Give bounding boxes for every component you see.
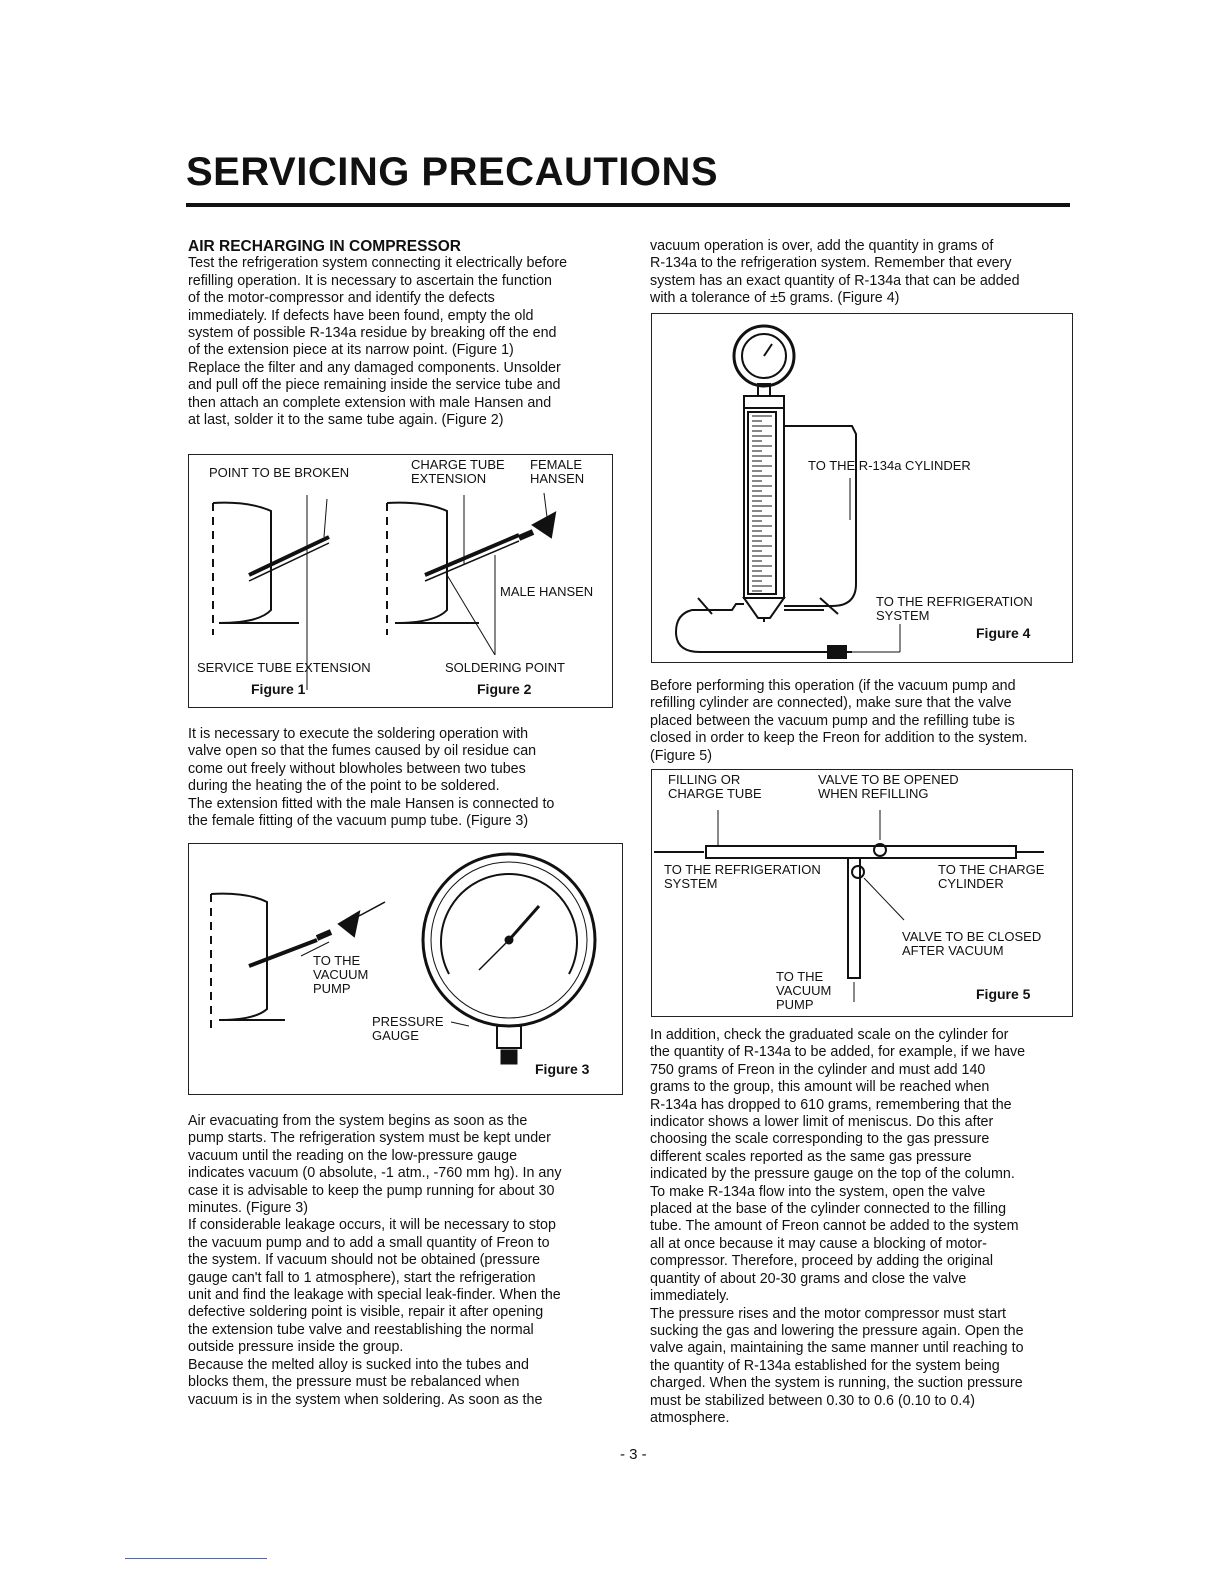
text-line: placed at the base of the cylinder connected to the filling — [650, 1201, 1007, 1218]
text-line: refilling cylinder are connected), make sure that the valve — [650, 695, 1012, 712]
fig5-to-vac-2: VACUUM — [776, 983, 832, 998]
fig4-to-refrig-2: SYSTEM — [876, 608, 930, 623]
fig2-charge-tube-2: EXTENSION — [411, 471, 487, 486]
text-line: outside pressure inside the group. — [188, 1339, 404, 1356]
figure-1-2 — [188, 454, 613, 708]
fig4-to-cylinder: TO THE R-134a CYLINDER — [808, 458, 971, 473]
text-line: with a tolerance of ±5 grams. (Figure 4) — [650, 290, 900, 307]
text-line: the quantity of R-134a established for the system being — [650, 1357, 1000, 1374]
text-line: system has an exact quantity of R-134a that can be added — [650, 272, 1020, 289]
page-number: - 3 - — [620, 1446, 647, 1463]
text-line: If considerable leakage occurs, it will be necessary to stop — [188, 1217, 556, 1234]
left-column-middle — [188, 726, 618, 830]
figure-1-caption: Figure 1 — [251, 681, 306, 697]
text-line: The extension fitted with the male Hansen is connected to — [188, 795, 555, 812]
text-line: The pressure rises and the motor compressor must start — [650, 1305, 1006, 1322]
text-line: the system. If vacuum should not be obtained (pressure — [188, 1252, 541, 1269]
text-line: R-134a to the refrigeration system. Remember that every — [650, 255, 1012, 272]
text-line: different scales reported as the same gas pressure — [650, 1148, 972, 1165]
fig5-valve-closed-1: VALVE TO BE CLOSED — [902, 929, 1042, 944]
figure-3-caption: Figure 3 — [535, 1061, 590, 1077]
text-line: the vacuum pump and to add a small quantity of Freon to — [188, 1234, 550, 1251]
fig5-to-vac-1: TO THE — [776, 969, 824, 984]
text-line: placed between the vacuum pump and the refilling tube is — [650, 712, 1015, 729]
section-heading: AIR RECHARGING IN COMPRESSOR — [188, 238, 461, 255]
text-line: immediately. — [650, 1288, 730, 1305]
text-line: system of possible R-134a residue by breaking off the end — [188, 325, 557, 342]
fig2-charge-tube-1: CHARGE TUBE — [411, 457, 505, 472]
text-line: Replace the filter and any damaged components. Unsolder — [188, 359, 561, 376]
fig2-female-2: HANSEN — [530, 471, 585, 486]
figure-3 — [188, 843, 623, 1095]
text-line: sucking the gas and lowering the pressure again. Open the — [650, 1322, 1024, 1339]
left-paragraph-3 — [188, 1113, 620, 1409]
fig5-valve-open-1: VALVE TO BE OPENED — [818, 772, 959, 787]
text-line: the female fitting of the vacuum pump tube. (Figure 3) — [188, 813, 529, 830]
footer-link-line — [125, 1558, 267, 1559]
text-line: charged. When the system is running, the suction pressure — [650, 1375, 1023, 1392]
text-line: closed in order to keep the Freon for addition to the system. — [650, 730, 1028, 747]
fig5-to-refrig-1: TO THE REFRIGERATION — [664, 862, 821, 877]
text-line: 750 grams of Freon in the cylinder and must add 140 — [650, 1061, 986, 1078]
text-line: Test the refrigeration system connecting it electrically before — [188, 255, 568, 272]
text-line: gauge can't fall to 1 atmosphere), start the refrigeration — [188, 1269, 536, 1286]
fig2-soldering-point: SOLDERING POINT — [445, 660, 565, 675]
text-line: R-134a has dropped to 610 grams, remembering that the — [650, 1096, 1012, 1113]
text-line: defective soldering point is visible, repair it after opening — [188, 1304, 544, 1321]
text-line: valve again, maintaining the same manner until reaching to — [650, 1340, 1024, 1357]
text-line: indicated by the pressure gauge on the top of the column. — [650, 1166, 1015, 1183]
text-line: indicates vacuum (0 absolute, -1 atm., -760 mm hg). In any — [188, 1165, 562, 1182]
text-line: then attach an complete extension with male Hansen and — [188, 394, 552, 411]
fig5-valve-closed-2: AFTER VACUUM — [902, 943, 1004, 958]
text-line: at last, solder it to the same tube again. (Figure 2) — [188, 412, 504, 429]
fig5-to-refrig-2: SYSTEM — [664, 876, 718, 891]
text-line: valve open so that the fumes caused by oil residue can — [188, 743, 537, 760]
text-line: tube. The amount of Freon cannot be added to the system — [650, 1218, 1019, 1235]
left-column-bottom — [188, 1113, 620, 1409]
text-line: pump starts. The refrigeration system must be kept under — [188, 1130, 551, 1147]
fig3-vacuum: VACUUM — [313, 967, 369, 982]
right-column-bottom — [650, 1027, 1082, 1427]
fig4-graduated-scale — [752, 416, 772, 591]
fig4-to-refrig-1: TO THE REFRIGERATION — [876, 594, 1033, 609]
left-column-top — [188, 238, 618, 429]
text-line: the quantity of R-134a to be added, for example, if we have — [650, 1044, 1026, 1061]
fig5-to-vac-3: PUMP — [776, 997, 814, 1012]
text-line: all at once because it may cause a blocking of motor- — [650, 1235, 987, 1252]
fig3-pump: PUMP — [313, 981, 351, 996]
title-rule — [186, 203, 1070, 207]
figure-4-caption: Figure 4 — [976, 625, 1031, 641]
text-line: during the heating the of the point to be soldered. — [188, 778, 500, 795]
text-line: the extension tube valve and reestablishing the normal — [188, 1321, 534, 1338]
text-line: must be stabilized between 0.30 to 0.6 (0.10 to 0.4) — [650, 1392, 976, 1409]
fig5-valve-open-2: WHEN REFILLING — [818, 786, 929, 801]
text-line: immediately. If defects have been found, empty the old — [188, 307, 534, 324]
text-line: Before performing this operation (if the vacuum pump and — [650, 678, 1016, 694]
fig1-service-tube: SERVICE TUBE EXTENSION — [197, 660, 371, 675]
text-line: and pull off the piece remaining inside the service tube and — [188, 377, 561, 394]
text-line: (Figure 5) — [650, 747, 712, 764]
fig1-point-to-be-broken: POINT TO BE BROKEN — [209, 465, 350, 480]
fig3-to-the: TO THE — [313, 953, 361, 968]
text-line: atmosphere. — [650, 1409, 730, 1426]
text-line: compressor. Therefore, proceed by adding the original — [650, 1253, 994, 1270]
fig4-charging-cylinder — [734, 326, 794, 622]
fig5-to-charge-2: CYLINDER — [938, 876, 1004, 891]
text-line: Air evacuating from the system begins as soon as the — [188, 1113, 528, 1129]
fig5-filling-2: CHARGE TUBE — [668, 786, 762, 801]
fig3-gauge: GAUGE — [372, 1028, 419, 1043]
right-paragraph-1 — [650, 238, 1080, 308]
page-title: SERVICING PRECAUTIONS — [186, 150, 719, 194]
text-line: unit and find the leakage with special leak-finder. When the — [188, 1287, 561, 1304]
fig5-filling-1: FILLING OR — [668, 772, 741, 787]
text-line: come out freely without blowholes between two tubes — [188, 760, 526, 777]
text-line: grams to the group, this amount will be reached when — [650, 1079, 990, 1096]
text-line: minutes. (Figure 3) — [188, 1200, 308, 1217]
text-line: vacuum operation is over, add the quantity in grams of — [650, 238, 994, 254]
text-line: vacuum until the reading on the low-pressure gauge — [188, 1147, 518, 1164]
left-paragraph-1 — [188, 255, 618, 429]
right-column-middle — [650, 678, 1080, 765]
right-paragraph-3 — [650, 1027, 1082, 1427]
fig2-female-1: FEMALE — [530, 457, 583, 472]
text-line: choosing the scale corresponding to the gas pressure — [650, 1131, 990, 1148]
text-line: case it is advisable to keep the pump running for about 30 — [188, 1182, 555, 1199]
text-line: quantity of about 20-30 grams and close the valve — [650, 1270, 967, 1287]
right-paragraph-2 — [650, 678, 1080, 765]
figure-2-caption: Figure 2 — [477, 681, 532, 697]
figure-5 — [651, 769, 1073, 1017]
right-column-top — [650, 238, 1080, 308]
text-line: In addition, check the graduated scale on the cylinder for — [650, 1027, 1009, 1043]
text-line: blocks them, the pressure must be rebalanced when — [188, 1374, 520, 1391]
text-line: of the motor-compressor and identify the defects — [188, 290, 495, 307]
text-line: To make R-134a flow into the system, open the valve — [650, 1183, 986, 1200]
text-line: refilling operation. It is necessary to ascertain the function — [188, 272, 552, 289]
fig5-to-charge-1: TO THE CHARGE — [938, 862, 1045, 877]
fig2-male-hansen: MALE HANSEN — [500, 584, 594, 599]
left-paragraph-2 — [188, 726, 618, 830]
fig1-compressor — [213, 503, 329, 635]
fig3-pressure: PRESSURE — [372, 1014, 444, 1029]
fig3-pressure-gauge — [423, 854, 595, 1064]
text-line: of the extension piece at its narrow point. (Figure 1) — [188, 342, 514, 359]
text-line: Because the melted alloy is sucked into the tubes and — [188, 1356, 529, 1373]
text-line: indicator shows a lower limit of meniscus. Do this after — [650, 1114, 994, 1131]
text-line: It is necessary to execute the soldering operation with — [188, 726, 529, 742]
figure-4 — [651, 313, 1073, 663]
text-line: vacuum is in the system when soldering. As soon as the — [188, 1391, 543, 1408]
figure-5-caption: Figure 5 — [976, 986, 1031, 1002]
